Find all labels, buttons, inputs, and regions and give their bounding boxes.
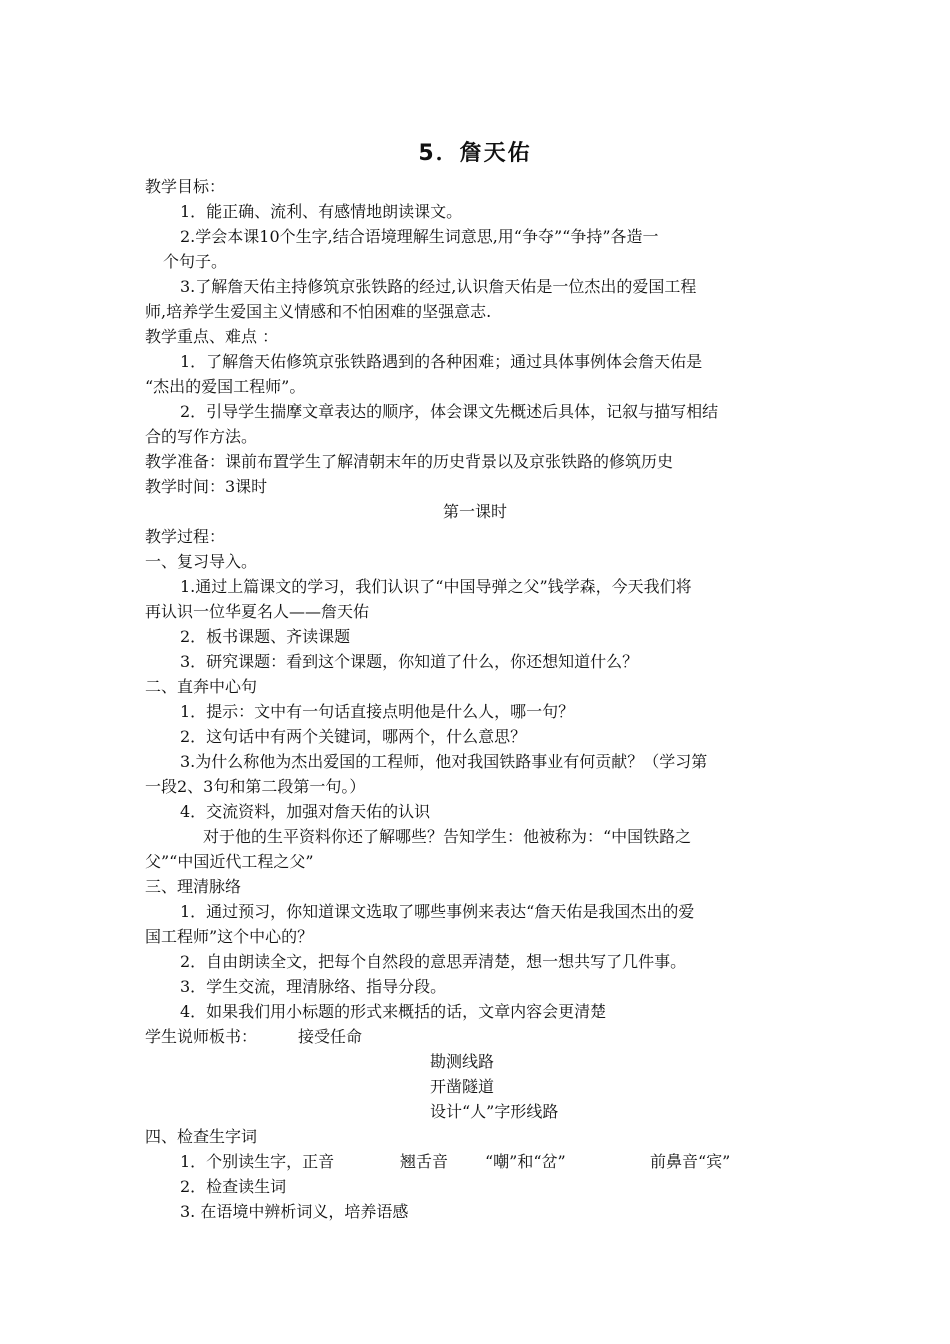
section-item-part: “嘲”和“岔”	[485, 1152, 566, 1171]
section-item: 2．这句话中有两个关键词，哪两个，什么意思？	[180, 727, 527, 746]
lesson-heading: 第一课时	[442, 502, 507, 521]
section-item: 3．研究课题：看到这个课题，你知道了什么，你还想知道什么？	[180, 652, 639, 671]
process-heading: 教学过程：	[145, 527, 226, 546]
section-item: 2．板书课题、齐读课题	[180, 627, 351, 646]
section-item: 3．学生交流，理清脉络、指导分段。	[180, 977, 447, 996]
section-note: 对于他的生平资料你还了解哪些？告知学生：他被称为：“中国铁路之	[203, 827, 692, 846]
board-item: 勘测线路	[430, 1052, 495, 1071]
objective-item-continued: 个句子。	[163, 252, 228, 271]
section-item-continued: 一段2、3句和第二段第一句。）	[145, 777, 366, 796]
section-item: 1．个别读生字，正音	[180, 1152, 335, 1171]
keypoint-item-continued: “杰出的爱国工程师”。	[145, 377, 306, 396]
keypoint-item-continued: 合的写作方法。	[145, 427, 258, 446]
keypoint-item: 2．引导学生揣摩文章表达的顺序，体会课文先概述后具体，记叙与描写相结	[180, 402, 719, 421]
board-item: 开凿隧道	[430, 1077, 495, 1096]
page-title: 5．詹天佑	[418, 141, 532, 166]
board-item: 接受任命	[298, 1027, 363, 1046]
board-item: 设计“人”字形线路	[430, 1102, 559, 1121]
section-item: 1．通过预习，你知道课文选取了哪些事例来表达“詹天佑是我国杰出的爱	[180, 902, 695, 921]
objective-item: 1．能正确、流利、有感情地朗读课文。	[180, 202, 463, 221]
objective-item: 2.学会本课10个生字,结合语境理解生词意思,用“争夺”“争持”各造一	[180, 227, 659, 246]
section-note-continued: 父”“中国近代工程之父”	[145, 852, 314, 871]
section-item: 3. 在语境中辨析词义，培养语感	[180, 1202, 409, 1221]
section-item-continued: 再认识一位华夏名人——詹天佑	[145, 602, 370, 621]
section-heading: 二、直奔中心句	[145, 677, 258, 696]
objective-item-continued: 师,培养学生爱国主义情感和不怕困难的坚强意志.	[145, 302, 492, 321]
section-item-part: 前鼻音“宾”	[650, 1152, 731, 1171]
section-item: 2．检查读生词	[180, 1177, 287, 1196]
section-heading: 三、理清脉络	[145, 877, 242, 896]
section-item: 4．如果我们用小标题的形式来概括的话，文章内容会更清楚	[180, 1002, 607, 1021]
objective-item: 3.了解詹天佑主持修筑京张铁路的经过,认识詹天佑是一位杰出的爱国工程	[180, 277, 697, 296]
section-item: 1.通过上篇课文的学习，我们认识了“中国导弹之父”钱学森，今天我们将	[180, 577, 692, 596]
section-item: 3.为什么称他为杰出爱国的工程师，他对我国铁路事业有何贡献？（学习第	[180, 752, 708, 771]
objectives-heading: 教学目标：	[145, 177, 226, 196]
section-item: 1．提示：文中有一句话直接点明他是什么人，哪一句？	[180, 702, 575, 721]
section-item-part: 翘舌音	[400, 1152, 449, 1171]
section-item: 4．交流资料，加强对詹天佑的认识	[180, 802, 431, 821]
time-line: 教学时间：3课时	[145, 477, 268, 496]
preparation-line: 教学准备：课前布置学生了解清朝末年的历史背景以及京张铁路的修筑历史	[145, 452, 674, 471]
keypoints-heading: 教学重点、难点 ：	[145, 327, 279, 346]
section-item-continued: 国工程师”这个中心的？	[145, 927, 314, 946]
section-heading: 四、检查生字词	[145, 1127, 258, 1146]
keypoint-item: 1．了解詹天佑修筑京张铁路遇到的各种困难；通过具体事例体会詹天佑是	[180, 352, 703, 371]
section-heading: 一、复习导入。	[145, 552, 258, 571]
board-label: 学生说师板书：	[145, 1027, 258, 1046]
section-item: 2．自由朗读全文，把每个自然段的意思弄清楚，想一想共写了几件事。	[180, 952, 687, 971]
